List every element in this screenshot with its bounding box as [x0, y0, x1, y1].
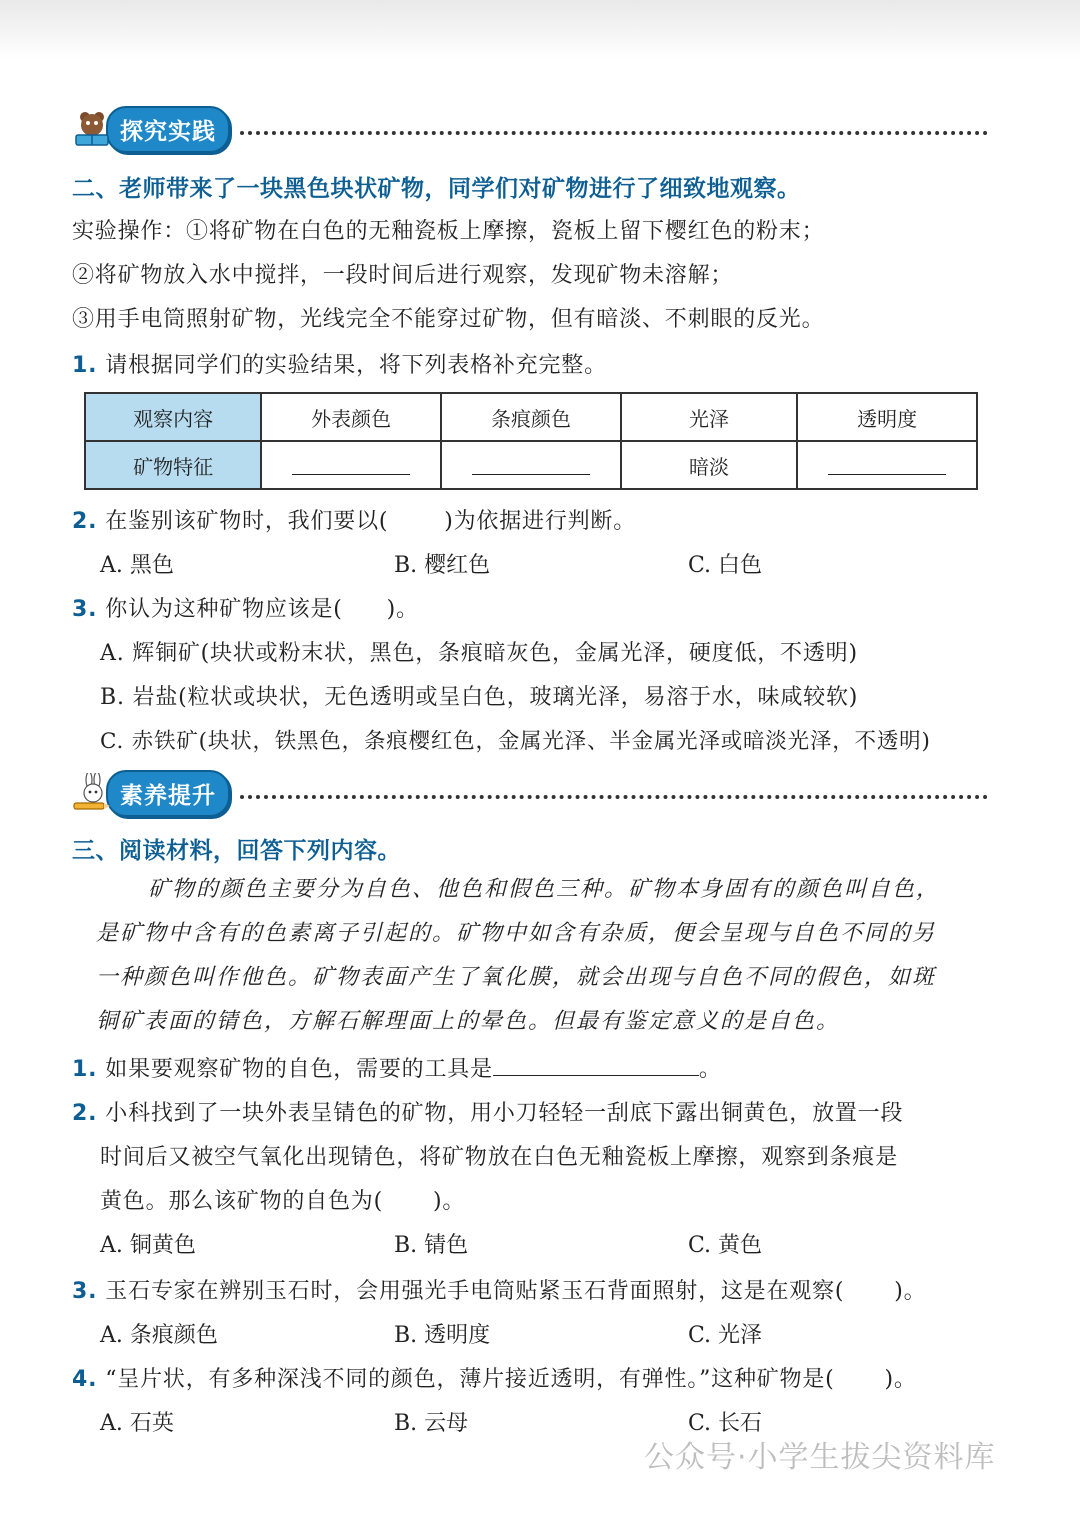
option-b[interactable]: B. 樱红色 [394, 553, 491, 578]
table-cell: 透明度 [797, 393, 977, 441]
table-cell: 光泽 [621, 393, 797, 441]
subquestion-text: 如果要观察矿物的自色，需要的工具是 [105, 1057, 493, 1082]
paragraph-line: 矿物的颜色主要分为自色、他色和假色三种。矿物本身固有的颜色叫自色， [148, 877, 941, 902]
option-b[interactable]: B. 云母 [394, 1411, 469, 1436]
subquestion-4 [72, 1362, 917, 1393]
operation-line-1: 实验操作：①将矿物在白色的无釉瓷板上摩擦，瓷板上留下樱红色的粉末； [72, 219, 825, 244]
table-header-cell: 矿物特征 [85, 441, 261, 489]
subquestion-1 [72, 348, 607, 379]
observation-table [84, 392, 978, 490]
option-c[interactable]: C. 赤铁矿(块状，铁黑色，条痕樱红色，金属光泽、半金属光泽或暗淡光泽，不透明) [100, 729, 931, 754]
table-cell: 暗淡 [621, 441, 797, 489]
answer-blank[interactable] [292, 450, 410, 475]
subquestion-number: 4. [72, 1367, 98, 1392]
option-a[interactable]: A. 石英 [100, 1411, 174, 1436]
subquestion-text: 请根据同学们的实验结果，将下列表格补充完整。 [105, 353, 607, 378]
option-c[interactable]: C. 长石 [688, 1411, 763, 1436]
watermark: 公众号·小学生拔尖资料库 [644, 1440, 996, 1475]
paragraph-line: 铜矿表面的锖色，方解石解理面上的晕色。但最有鉴定意义的是自色。 [96, 1009, 841, 1034]
subquestion-number: 2. [72, 509, 98, 534]
table-cell: 外表颜色 [261, 393, 441, 441]
subquestion-number: 1. [72, 1057, 98, 1082]
operation-line-3: ③用手电筒照射矿物，光线完全不能穿过矿物，但有暗淡、不刺眼的反光。 [72, 307, 825, 332]
answer-blank-cell[interactable] [797, 441, 977, 489]
section-label-explore: 探究实践 [106, 106, 230, 153]
subquestion-text: 。 [698, 1057, 722, 1082]
answer-blank[interactable] [472, 450, 590, 475]
question-two-title: 二、老师带来了一块黑色块状矿物，同学们对矿物进行了细致地观察。 [72, 176, 801, 202]
subquestion-text: )。 [884, 1367, 917, 1392]
paragraph-line: 一种颜色叫作他色。矿物表面产生了氧化膜，就会出现与自色不同的假色，如斑 [96, 965, 937, 990]
option-a[interactable]: A. 黑色 [100, 553, 174, 578]
table-header-cell: 观察内容 [85, 393, 261, 441]
subquestion-text: 小科找到了一块外表呈锖色的矿物，用小刀轻轻一刮底下露出铜黄色，放置一段 [105, 1101, 904, 1126]
options-row [100, 1228, 980, 1258]
option-c[interactable]: C. 白色 [688, 553, 763, 578]
paragraph-line: 是矿物中含有的色素离子引起的。矿物中如含有杂质，便会呈现与自色不同的另 [96, 921, 937, 946]
bear-reading-icon [72, 109, 112, 149]
section-label-literacy: 素养提升 [106, 770, 230, 817]
question-three-title: 三、阅读材料，回答下列内容。 [72, 838, 401, 864]
table-row [85, 393, 977, 441]
subquestion-number: 3. [72, 1279, 98, 1304]
answer-blank[interactable] [493, 1053, 699, 1076]
options-row [100, 548, 980, 578]
operation-line-2: ②将矿物放入水中搅拌，一段时间后进行观察，发现矿物未溶解； [72, 263, 734, 288]
option-c[interactable]: C. 黄色 [688, 1233, 763, 1258]
subquestion-text: 在鉴别该矿物时，我们要以( [105, 509, 389, 534]
page-top-shade [0, 0, 1080, 60]
answer-blank[interactable] [828, 450, 946, 475]
option-a[interactable]: A. 条痕颜色 [100, 1323, 218, 1348]
subquestion-3 [72, 592, 419, 623]
section-header-explore [72, 104, 988, 154]
subquestion-text: )为依据进行判断。 [444, 509, 637, 534]
table-row [85, 441, 977, 489]
option-b[interactable]: B. 岩盐(粒状或块状，无色透明或呈白色，玻璃光泽，易溶于水，味咸较软) [100, 685, 859, 710]
option-b[interactable]: B. 锖色 [394, 1233, 469, 1258]
rabbit-pencil-icon [72, 773, 112, 813]
subquestion-text: 玉石专家在辨别玉石时，会用强光手电筒贴紧玉石背面照射，这是在观察( [105, 1279, 845, 1304]
options-row [100, 1318, 980, 1348]
subquestion-3 [72, 1274, 926, 1305]
subquestion-text: 黄色。那么该矿物的自色为( [100, 1189, 383, 1214]
option-b[interactable]: B. 透明度 [394, 1323, 491, 1348]
answer-blank-cell[interactable] [441, 441, 621, 489]
subquestion-number: 2. [72, 1101, 98, 1126]
option-c[interactable]: C. 光泽 [688, 1323, 763, 1348]
section-header-literacy [72, 768, 988, 818]
dotted-divider [240, 131, 988, 135]
answer-blank-cell[interactable] [261, 441, 441, 489]
table-cell: 条痕颜色 [441, 393, 621, 441]
subquestion-2 [72, 504, 636, 535]
reading-material [96, 868, 991, 1044]
subquestion-text: )。 [386, 597, 419, 622]
subquestion-text: )。 [432, 1189, 466, 1214]
subquestion-number: 3. [72, 597, 98, 622]
subquestion-2 [72, 1096, 903, 1127]
subquestion-text-end [100, 1184, 465, 1215]
subquestion-text: 时间后又被空气氧化出现锖色，将矿物放在白色无釉瓷板上摩擦，观察到条痕是 [100, 1145, 899, 1170]
subquestion-1 [72, 1052, 722, 1083]
subquestion-text: “呈片状，有多种深浅不同的颜色，薄片接近透明，有弹性。”这种矿物是( [105, 1367, 835, 1392]
subquestion-text: 你认为这种矿物应该是( [105, 597, 343, 622]
option-a[interactable]: A. 辉铜矿(块状或粉末状，黑色，条痕暗灰色，金属光泽，硬度低，不透明) [100, 641, 858, 666]
subquestion-text: )。 [894, 1279, 927, 1304]
option-a[interactable]: A. 铜黄色 [100, 1233, 196, 1258]
subquestion-number: 1. [72, 353, 98, 378]
dotted-divider [240, 795, 988, 799]
